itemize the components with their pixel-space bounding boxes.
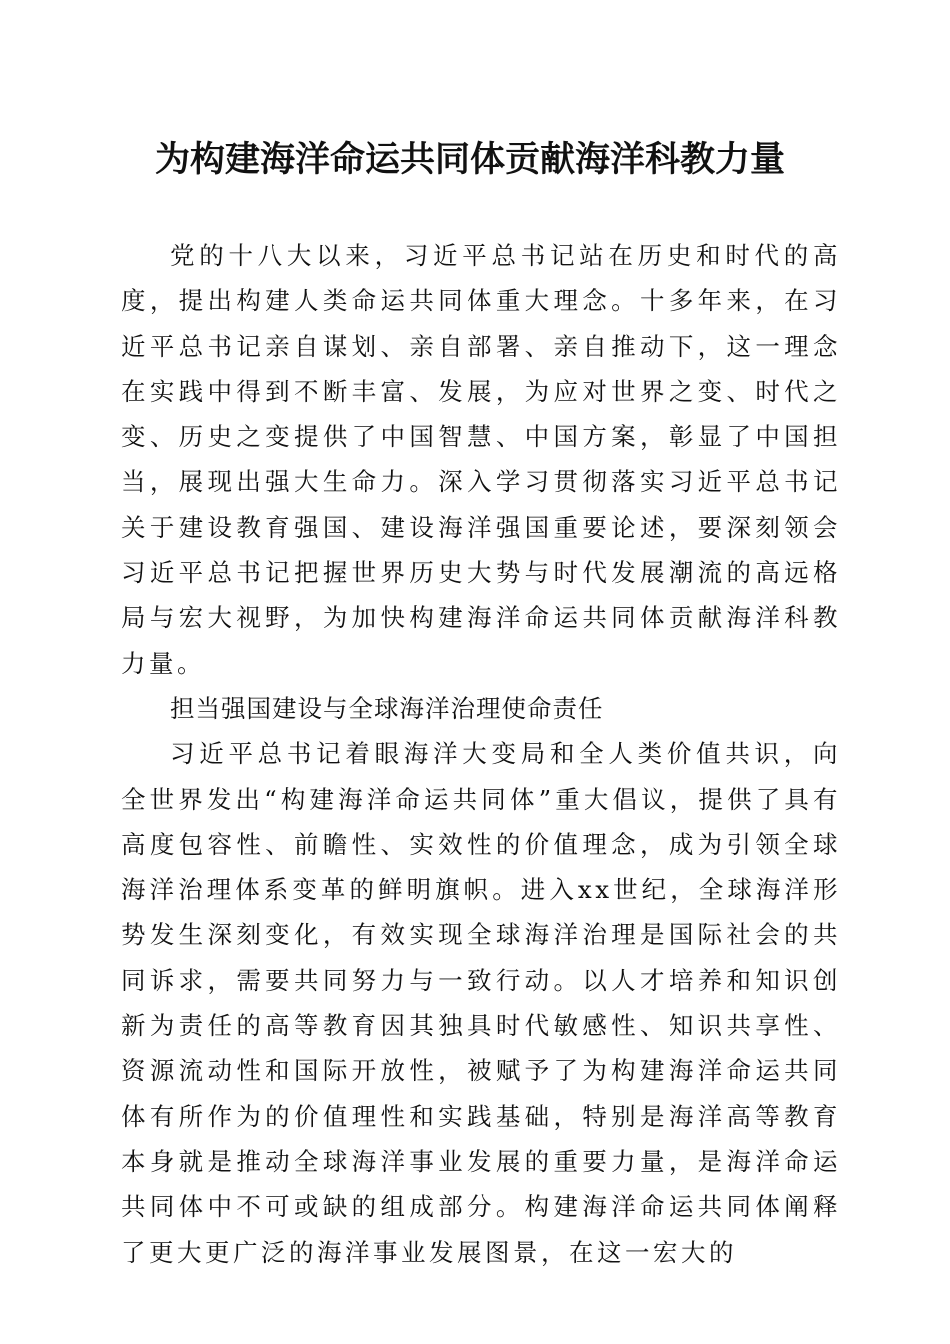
section-paragraph: 习近平总书记着眼海洋大变局和全人类价值共识，向全世界发出“构建海洋命运共同体”重大倡议，提供了具有高度包容性、前瞻性、实效性的价值理念，成为引领全球海洋治理体系变革的鲜明旗帜。进入xx世纪，全球海洋形势发生深刻变化，有效实现全球海洋治理是国际社会的共同诉求，需要共同努力与一致行动。以人才培养和知识创新为责任的高等教育因其独具时代敏感性、知识共享性、资源流动性和国际开放性，被赋予了为构建海洋命运共同体有所作为的价值理性和实践基础，特别是海洋高等教育本身就是推动全球海洋事业发展的重要力量，是海洋命运共同体中不可或缺的组成部分。构建海洋命运共同体阐释了更大更广泛的海洋事业发展图景，在这一宏大的 [121, 739, 841, 1267]
section-heading: 担当强国建设与全球海洋治理使命责任 [170, 693, 604, 723]
document-title: 为构建海洋命运共同体贡献海洋科教力量 [154, 139, 785, 180]
document-body [121, 233, 841, 1275]
intro-paragraph: 党的十八大以来，习近平总书记站在历史和时代的高度，提出构建人类命运共同体重大理念。十多年来，在习近平总书记亲自谋划、亲自部署、亲自推动下，这一理念在实践中得到不断丰富、发展，为应对世界之变、时代之变、历史之变提供了中国智慧、中国方案，彰显了中国担当，展现出强大生命力。深入学习贯彻落实习近平总书记关于建设教育强国、建设海洋强国重要论述，要深刻领会习近平总书记把握世界历史大势与时代发展潮流的高远格局与宏大视野，为加快构建海洋命运共同体贡献海洋科教力量。 [121, 241, 841, 678]
